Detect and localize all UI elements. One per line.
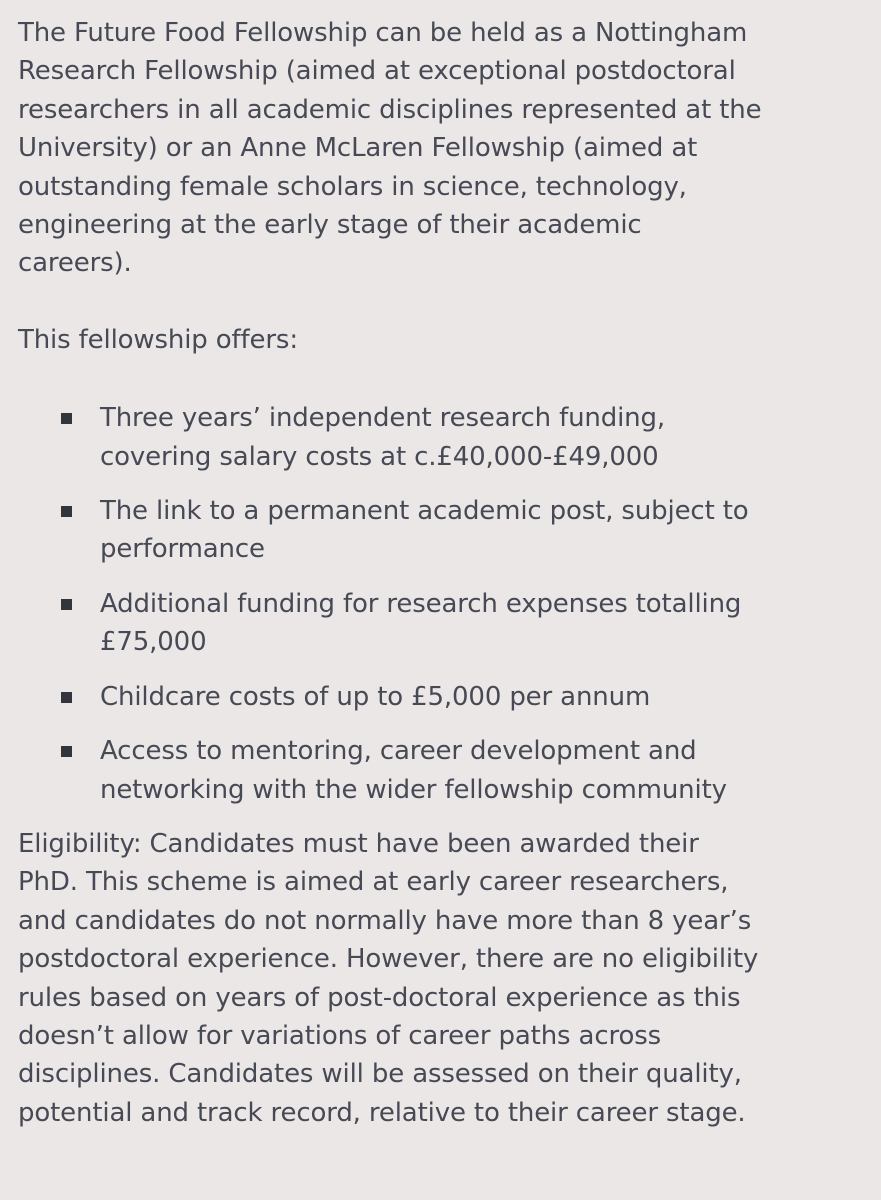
- list-item-line: Childcare costs of up to £5,000 per annum: [100, 681, 651, 712]
- intro-line: The Future Food Fellowship can be held as a Nottingham: [18, 18, 748, 48]
- eligibility-line: and candidates do not normally have more than 8 year’s: [18, 905, 752, 936]
- list-item-line: Three years’ independent research funding,: [100, 403, 665, 434]
- intro-line: Research Fellowship (aimed at exceptional postdoctoral: [18, 56, 736, 87]
- square-bullet-icon: [61, 506, 72, 517]
- intro-line: careers).: [18, 248, 132, 279]
- list-item-line: £75,000: [100, 627, 207, 658]
- list-item: [18, 732, 863, 809]
- list-item: [18, 399, 863, 476]
- eligibility-line: PhD. This scheme is aimed at early career researchers,: [18, 867, 729, 898]
- list-item-line: covering salary costs at c.£40,000-£49,000: [100, 441, 659, 472]
- intro-line: outstanding female scholars in science, technology,: [18, 171, 687, 202]
- intro-line: engineering at the early stage of their academic: [18, 210, 642, 241]
- eligibility-line: rules based on years of post-doctoral experience as this: [18, 982, 741, 1013]
- square-bullet-icon: [61, 746, 72, 757]
- eligibility-paragraph: [18, 825, 868, 1132]
- eligibility-line: disciplines. Candidates will be assessed on their quality,: [18, 1059, 742, 1090]
- list-item-line: The link to a permanent academic post, subject to: [100, 496, 749, 527]
- list-item-line: Access to mentoring, career development and: [100, 736, 697, 767]
- list-item: [18, 585, 863, 662]
- list-item-line: Additional funding for research expenses totalling: [100, 588, 742, 619]
- benefits-list: [18, 399, 863, 809]
- list-item: [18, 492, 863, 569]
- intro-line: researchers in all academic disciplines represented at the: [18, 94, 762, 125]
- list-item: [18, 678, 863, 716]
- list-item-line: networking with the wider fellowship community: [100, 774, 727, 805]
- offers-heading: This fellowship offers:: [18, 324, 298, 355]
- square-bullet-icon: [61, 413, 72, 424]
- eligibility-line: Eligibility: Candidates must have been awarded their: [18, 828, 699, 859]
- intro-paragraph: [18, 14, 868, 283]
- list-item-line: performance: [100, 534, 265, 565]
- square-bullet-icon: [61, 692, 72, 703]
- square-bullet-icon: [61, 599, 72, 610]
- eligibility-line: potential and track record, relative to their career stage.: [18, 1097, 746, 1128]
- eligibility-line: postdoctoral experience. However, there are no eligibility: [18, 944, 759, 975]
- eligibility-line: doesn’t allow for variations of career paths across: [18, 1020, 661, 1051]
- intro-line: University) or an Anne McLaren Fellowship (aimed at: [18, 133, 698, 164]
